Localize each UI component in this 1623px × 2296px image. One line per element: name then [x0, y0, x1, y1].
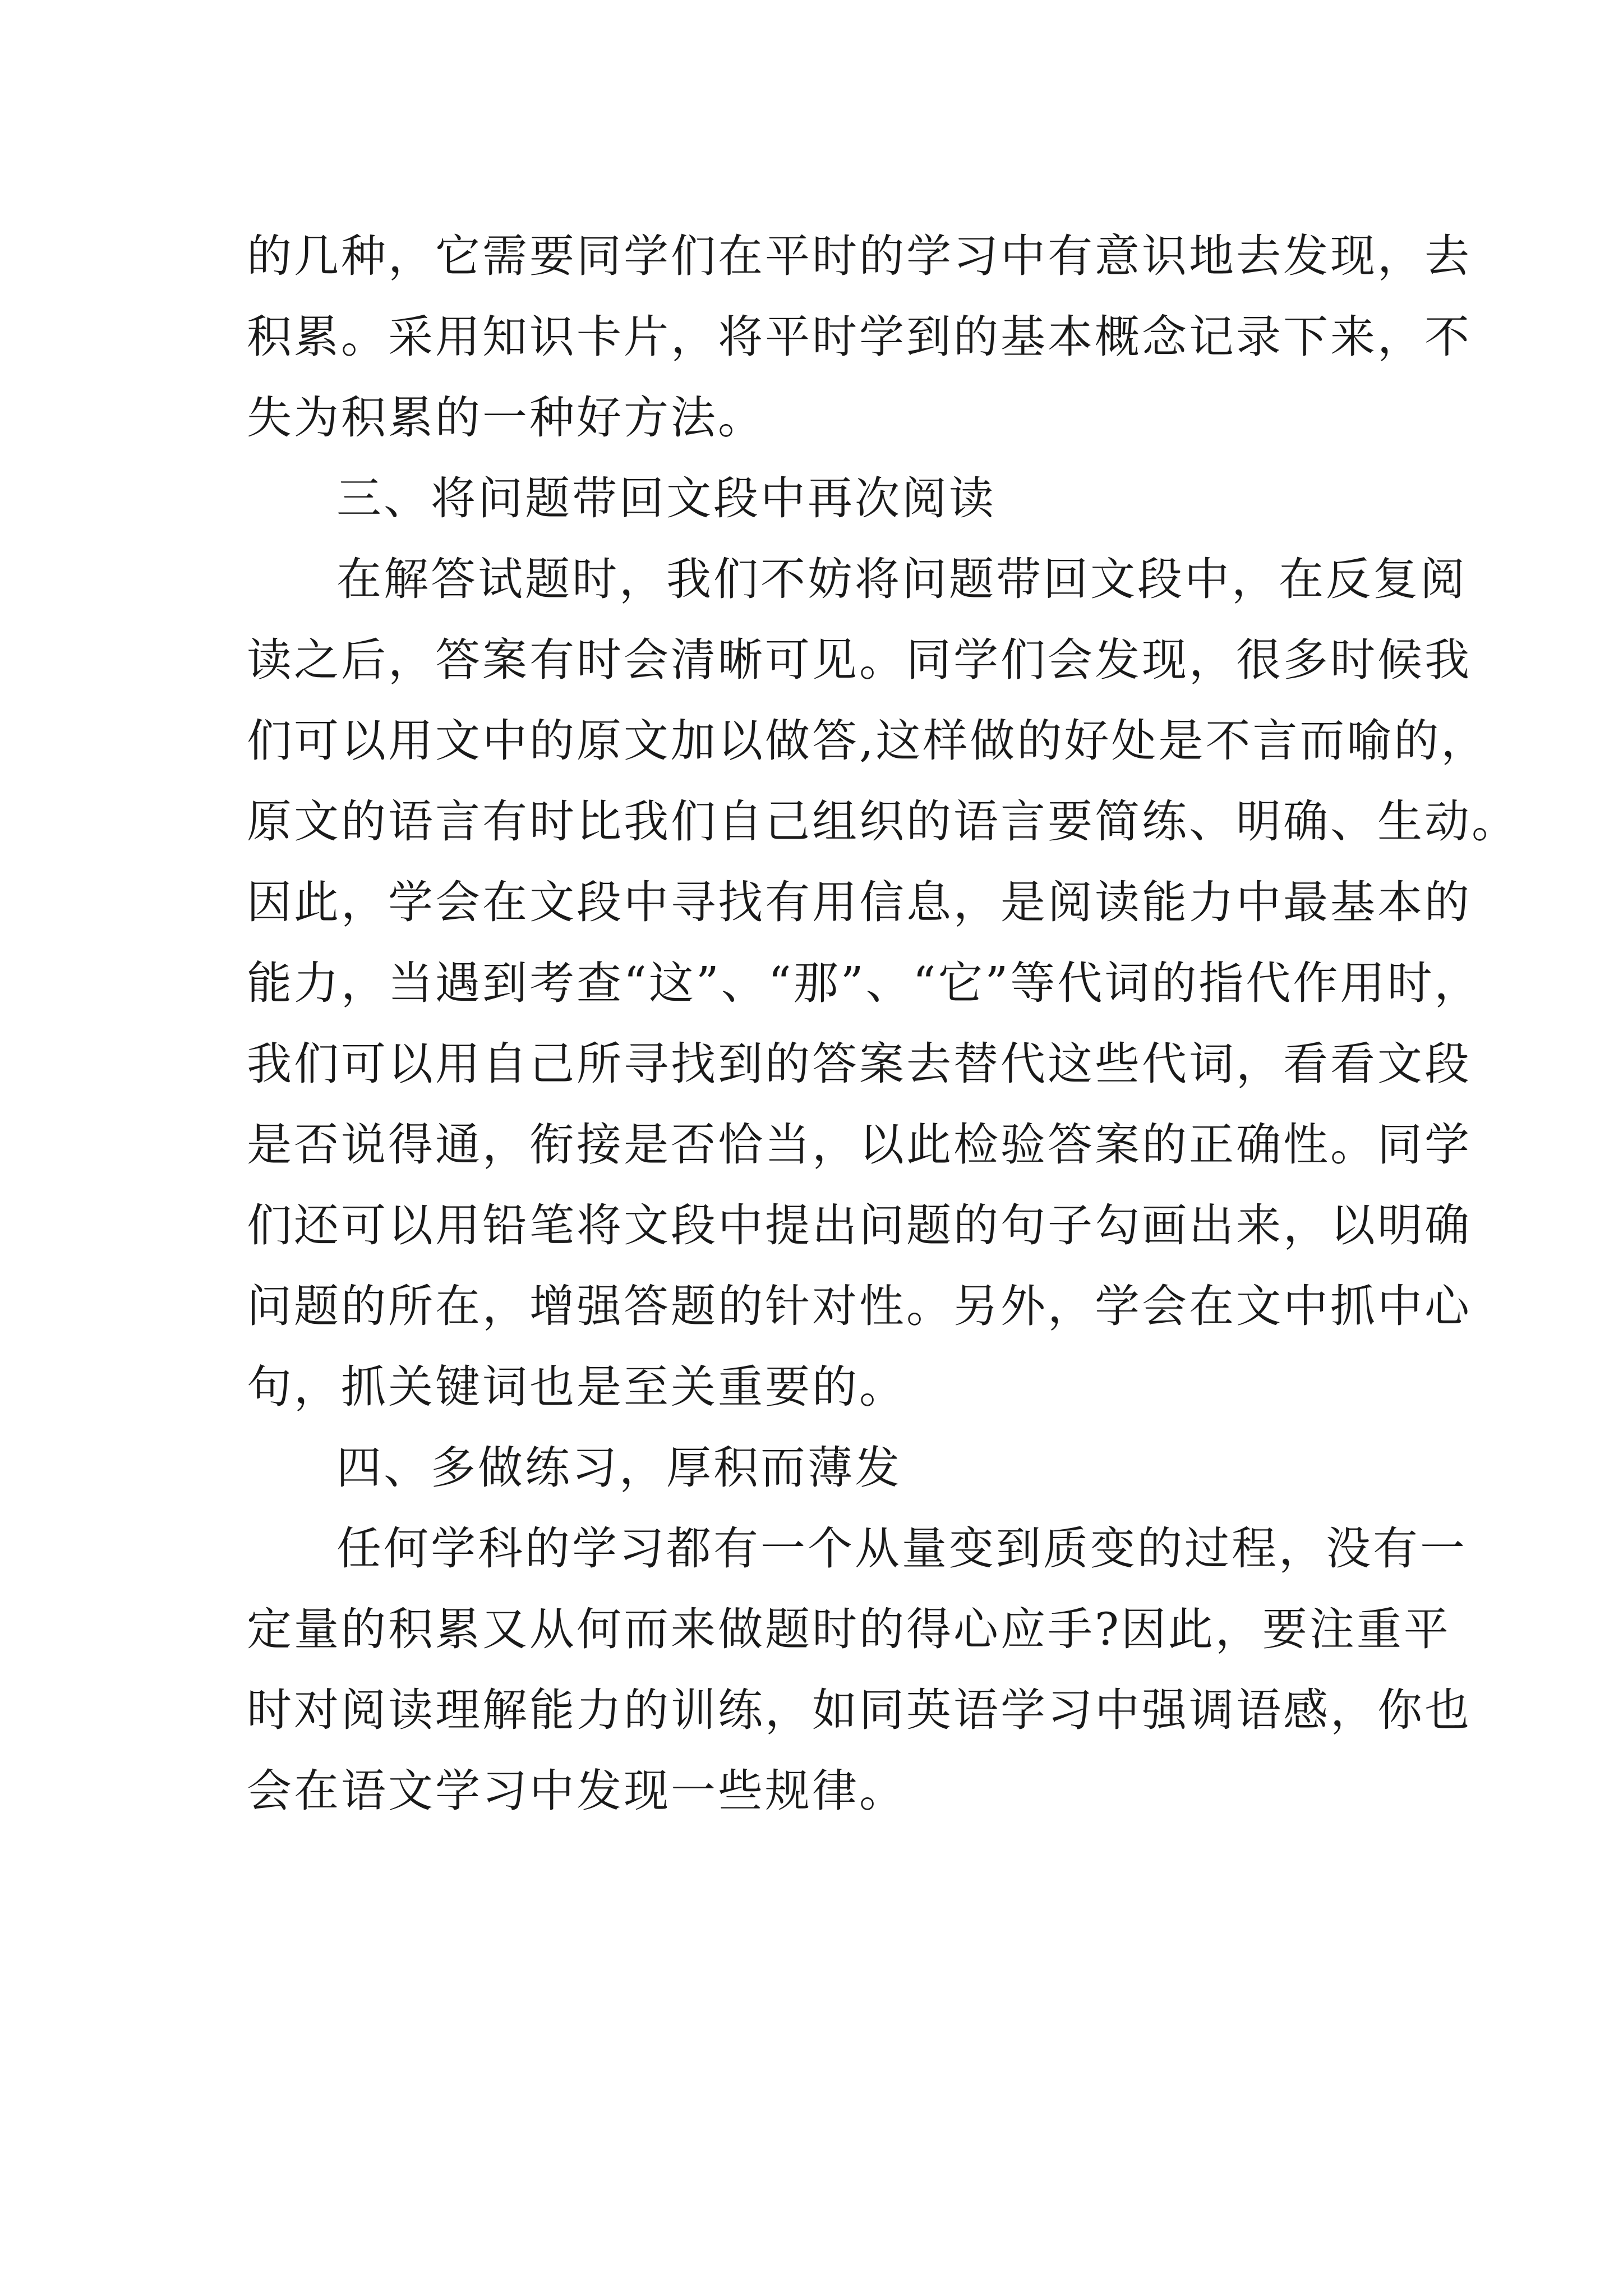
text-line: 读之后，答案有时会清晰可见。同学们会发现，很多时候我	[247, 634, 1472, 686]
text-line: 时对阅读理解能力的训练，如同英语学习中强调语感，你也	[247, 1684, 1472, 1736]
text-line: 我们可以用自己所寻找到的答案去替代这些代词，看看文段	[247, 1038, 1472, 1090]
text-line: 在解答试题时，我们不妨将问题带回文段中，在反复阅	[336, 553, 1467, 605]
text-line: 能力，当遇到考查“这”、“那”、“它”等代词的指代作用时，	[247, 957, 1482, 1009]
text-line: 会在语文学习中发现一些规律。	[247, 1765, 906, 1817]
text-line: 们还可以用铅笔将文段中提出问题的句子勾画出来，以明确	[247, 1199, 1472, 1251]
text-line: 的几种，它需要同学们在平时的学习中有意识地去发现，去	[247, 230, 1472, 282]
text-line: 是否说得通，衔接是否恰当，以此检验答案的正确性。同学	[247, 1119, 1472, 1171]
text-line: 定量的积累又从何而来做题时的得心应手?因此，要注重平	[247, 1603, 1451, 1655]
text-line: 原文的语言有时比我们自己组织的语言要简练、明确、生动。	[247, 795, 1519, 848]
text-line: 因此，学会在文段中寻找有用信息，是阅读能力中最基本的	[247, 876, 1472, 928]
section-heading-3: 三、将问题带回文段中再次阅读	[336, 472, 996, 524]
text-line: 们可以用文中的原文加以做答,这样做的好处是不言而喻的，	[247, 715, 1488, 767]
document-body	[247, 216, 1519, 1832]
text-line: 句，抓关键词也是至关重要的。	[247, 1361, 906, 1413]
text-line: 失为积累的一种好方法。	[247, 392, 765, 444]
text-line: 积累。采用知识卡片，将平时学到的基本概念记录下来，不	[247, 311, 1472, 363]
text-line: 任何学科的学习都有一个从量变到质变的过程，没有一	[336, 1522, 1467, 1575]
section-heading-4: 四、多做练习，厚积而薄发	[336, 1442, 902, 1494]
text-line: 问题的所在，增强答题的针对性。另外，学会在文中抓中心	[247, 1280, 1472, 1332]
